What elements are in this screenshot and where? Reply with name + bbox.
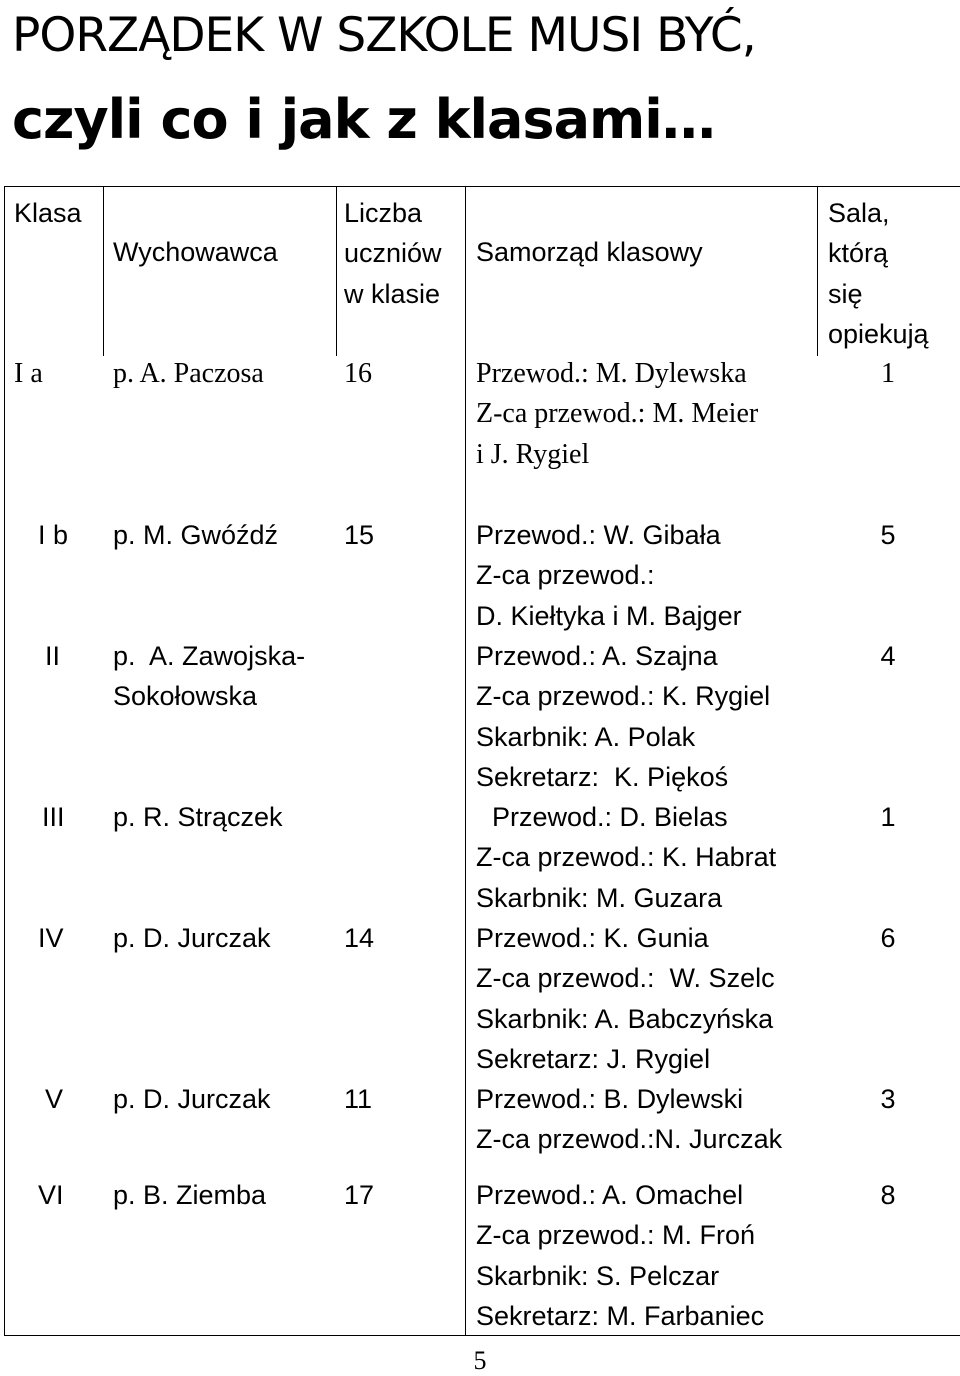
cell-wychowawca: p. D. Jurczak: [113, 1084, 271, 1114]
header-liczba-line: Liczba: [344, 198, 423, 228]
samorzad-line: Z-ca przewod.: M. Froń: [476, 1220, 756, 1251]
page-title: PORZĄDEK W SZKOLE MUSI BYĆ,: [12, 8, 756, 63]
wychowawca-line: p. A. Zawojska-: [113, 641, 306, 671]
column-divider: [465, 186, 466, 1336]
samorzad-line: Sekretarz: M. Farbaniec: [476, 1300, 765, 1331]
samorzad-line: Z-ca przewod.: K. Rygiel: [476, 681, 771, 712]
cell-klasa: I a: [14, 358, 43, 389]
column-divider: [103, 186, 104, 356]
samorzad-line: Sekretarz: K. Piękoś: [476, 761, 729, 792]
samorzad-line: D. Kiełtyka i M. Bajger: [476, 600, 742, 631]
cell-klasa: IV: [38, 923, 64, 953]
cell-samorzad: [476, 797, 776, 918]
header-liczba-line: uczniów: [344, 238, 442, 269]
cell-sala: 5: [880, 520, 896, 550]
cell-klasa: III: [42, 802, 65, 832]
cell-sala: 6: [880, 923, 896, 953]
cell-samorzad: [476, 354, 758, 475]
cell-sala: 8: [880, 1180, 896, 1210]
samorzad-line: Przewod.: W. Gibała: [476, 520, 721, 550]
cell-samorzad: [476, 1175, 764, 1336]
cell-sala: 4: [880, 641, 896, 671]
page-subtitle: czyli co i jak z klasami…: [12, 88, 715, 151]
header-sala-line: którą: [828, 238, 889, 269]
samorzad-line: Skarbnik: S. Pelczar: [476, 1260, 720, 1291]
cell-wychowawca: p. R. Strączek: [113, 802, 283, 832]
cell-samorzad: [476, 515, 742, 636]
samorzad-line: Z-ca przewod.:: [476, 560, 655, 591]
header-sala: [828, 193, 929, 354]
cell-liczba: 17: [344, 1180, 375, 1210]
cell-liczba: 15: [344, 520, 375, 550]
cell-klasa: VI: [38, 1180, 64, 1210]
wychowawca-line: Sokołowska: [113, 681, 258, 712]
samorzad-line: Przewod.: B. Dylewski: [476, 1084, 744, 1114]
samorzad-line: Z-ca przewod.: W. Szelc: [476, 963, 775, 994]
cell-wychowawca: p. B. Ziemba: [113, 1180, 267, 1210]
header-sala-line: opiekują: [828, 318, 929, 349]
samorzad-line: Przewod.: M. Dylewska: [476, 358, 747, 389]
header-klasa: Klasa: [14, 198, 82, 228]
cell-wychowawca: [113, 636, 305, 717]
samorzad-line: Przewod.: D. Bielas: [492, 802, 728, 832]
header-liczba-line: w klasie: [344, 278, 441, 309]
cell-wychowawca: p. D. Jurczak: [113, 923, 271, 953]
header-sala-line: się: [828, 278, 863, 309]
header-sala-line: Sala,: [828, 198, 890, 228]
samorzad-line: Przewod.: A. Szajna: [476, 641, 718, 671]
cell-samorzad: [476, 1079, 782, 1160]
samorzad-line: Skarbnik: A. Babczyńska: [476, 1003, 774, 1034]
samorzad-line: Z-ca przewod.: K. Habrat: [476, 842, 777, 873]
header-samorzad: Samorząd klasowy: [476, 237, 703, 267]
samorzad-line: Przewod.: K. Gunia: [476, 923, 709, 953]
cell-sala: 1: [881, 358, 895, 389]
header-wychowawca: Wychowawca: [113, 237, 278, 267]
column-divider: [336, 186, 337, 356]
column-divider: [817, 186, 818, 356]
samorzad-line: Z-ca przewod.: M. Meier: [476, 398, 759, 430]
cell-liczba: 11: [344, 1084, 373, 1114]
table-left-border: [4, 186, 5, 1336]
samorzad-line: Przewod.: A. Omachel: [476, 1180, 744, 1210]
samorzad-line: i J. Rygiel: [476, 438, 590, 470]
cell-klasa: II: [45, 641, 61, 671]
cell-samorzad: [476, 636, 770, 797]
cell-wychowawca: p. A. Paczosa: [113, 358, 264, 389]
samorzad-line: Z-ca przewod.:N. Jurczak: [476, 1124, 783, 1155]
samorzad-line: Skarbnik: M. Guzara: [476, 882, 723, 913]
cell-liczba: 14: [344, 923, 375, 953]
cell-sala: 3: [880, 1084, 896, 1114]
samorzad-line: Skarbnik: A. Polak: [476, 721, 696, 752]
cell-klasa: V: [45, 1084, 64, 1114]
cell-samorzad: [476, 918, 775, 1079]
cell-liczba: 16: [344, 358, 372, 389]
cell-wychowawca: p. M. Gwóźdź: [113, 520, 279, 550]
cell-sala: 1: [880, 802, 896, 832]
page-number: 5: [473, 1346, 487, 1375]
cell-klasa: I b: [38, 520, 69, 550]
samorzad-line: Sekretarz: J. Rygiel: [476, 1043, 711, 1074]
header-liczba: [344, 193, 442, 314]
